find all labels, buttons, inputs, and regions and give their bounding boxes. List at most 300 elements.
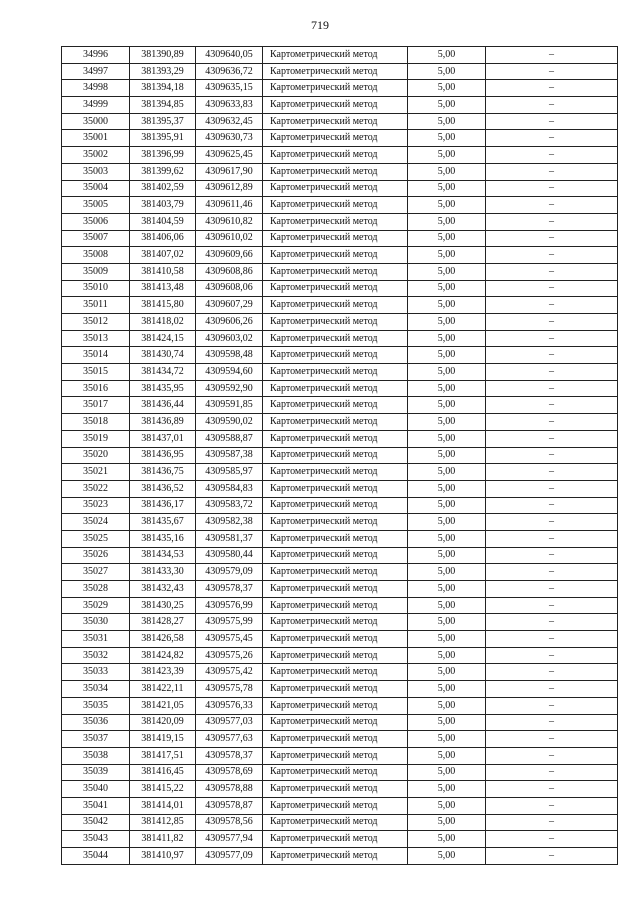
point-number-cell: 34999 [62, 97, 130, 114]
table-row [62, 314, 618, 331]
note-cell: – [486, 547, 618, 564]
point-number-cell: 35005 [62, 197, 130, 214]
table-row [62, 547, 618, 564]
point-number-cell: 35009 [62, 263, 130, 280]
y-coordinate-cell: 4309578,37 [196, 747, 263, 764]
accuracy-cell: 5,00 [408, 414, 486, 431]
note-cell: – [486, 347, 618, 364]
point-number-cell: 35017 [62, 397, 130, 414]
accuracy-cell: 5,00 [408, 514, 486, 531]
point-number-cell: 35040 [62, 781, 130, 798]
accuracy-cell: 5,00 [408, 263, 486, 280]
x-coordinate-cell: 381435,95 [130, 380, 196, 397]
accuracy-cell: 5,00 [408, 397, 486, 414]
point-number-cell: 35013 [62, 330, 130, 347]
method-cell: Картометрический метод [263, 547, 408, 564]
accuracy-cell: 5,00 [408, 647, 486, 664]
point-number-cell: 35042 [62, 814, 130, 831]
x-coordinate-cell: 381412,85 [130, 814, 196, 831]
y-coordinate-cell: 4309579,09 [196, 564, 263, 581]
note-cell: – [486, 230, 618, 247]
accuracy-cell: 5,00 [408, 364, 486, 381]
x-coordinate-cell: 381390,89 [130, 47, 196, 64]
method-cell: Картометрический метод [263, 113, 408, 130]
coordinates-table-body [62, 47, 618, 865]
point-number-cell: 35006 [62, 213, 130, 230]
point-number-cell: 35038 [62, 747, 130, 764]
x-coordinate-cell: 381393,29 [130, 63, 196, 80]
point-number-cell: 35016 [62, 380, 130, 397]
note-cell: – [486, 414, 618, 431]
x-coordinate-cell: 381436,75 [130, 464, 196, 481]
point-number-cell: 35003 [62, 163, 130, 180]
x-coordinate-cell: 381423,39 [130, 664, 196, 681]
note-cell: – [486, 213, 618, 230]
x-coordinate-cell: 381395,91 [130, 130, 196, 147]
x-coordinate-cell: 381404,59 [130, 213, 196, 230]
method-cell: Картометрический метод [263, 397, 408, 414]
x-coordinate-cell: 381394,85 [130, 97, 196, 114]
method-cell: Картометрический метод [263, 764, 408, 781]
accuracy-cell: 5,00 [408, 697, 486, 714]
method-cell: Картометрический метод [263, 848, 408, 865]
y-coordinate-cell: 4309578,88 [196, 781, 263, 798]
accuracy-cell: 5,00 [408, 197, 486, 214]
y-coordinate-cell: 4309612,89 [196, 180, 263, 197]
table-row [62, 714, 618, 731]
method-cell: Картометрический метод [263, 464, 408, 481]
method-cell: Картометрический метод [263, 514, 408, 531]
x-coordinate-cell: 381415,80 [130, 297, 196, 314]
note-cell: – [486, 514, 618, 531]
method-cell: Картометрический метод [263, 364, 408, 381]
x-coordinate-cell: 381430,74 [130, 347, 196, 364]
y-coordinate-cell: 4309592,90 [196, 380, 263, 397]
table-row [62, 380, 618, 397]
table-row [62, 614, 618, 631]
x-coordinate-cell: 381402,59 [130, 180, 196, 197]
y-coordinate-cell: 4309608,06 [196, 280, 263, 297]
method-cell: Картометрический метод [263, 314, 408, 331]
table-row [62, 330, 618, 347]
accuracy-cell: 5,00 [408, 714, 486, 731]
method-cell: Картометрический метод [263, 731, 408, 748]
y-coordinate-cell: 4309575,99 [196, 614, 263, 631]
y-coordinate-cell: 4309578,69 [196, 764, 263, 781]
y-coordinate-cell: 4309633,83 [196, 97, 263, 114]
method-cell: Картометрический метод [263, 581, 408, 598]
method-cell: Картометрический метод [263, 747, 408, 764]
method-cell: Картометрический метод [263, 697, 408, 714]
x-coordinate-cell: 381420,09 [130, 714, 196, 731]
x-coordinate-cell: 381395,37 [130, 113, 196, 130]
method-cell: Картометрический метод [263, 414, 408, 431]
note-cell: – [486, 297, 618, 314]
accuracy-cell: 5,00 [408, 614, 486, 631]
accuracy-cell: 5,00 [408, 430, 486, 447]
table-row [62, 147, 618, 164]
coordinates-table [61, 46, 618, 865]
note-cell: – [486, 430, 618, 447]
table-row [62, 797, 618, 814]
note-cell: – [486, 747, 618, 764]
x-coordinate-cell: 381426,58 [130, 631, 196, 648]
accuracy-cell: 5,00 [408, 97, 486, 114]
table-row [62, 113, 618, 130]
point-number-cell: 35024 [62, 514, 130, 531]
note-cell: – [486, 597, 618, 614]
table-row [62, 581, 618, 598]
y-coordinate-cell: 4309625,45 [196, 147, 263, 164]
accuracy-cell: 5,00 [408, 447, 486, 464]
point-number-cell: 34996 [62, 47, 130, 64]
table-row [62, 97, 618, 114]
method-cell: Картометрический метод [263, 614, 408, 631]
method-cell: Картометрический метод [263, 297, 408, 314]
x-coordinate-cell: 381411,82 [130, 831, 196, 848]
note-cell: – [486, 147, 618, 164]
x-coordinate-cell: 381403,79 [130, 197, 196, 214]
table-row [62, 414, 618, 431]
method-cell: Картометрический метод [263, 781, 408, 798]
y-coordinate-cell: 4309575,78 [196, 681, 263, 698]
note-cell: – [486, 197, 618, 214]
method-cell: Картометрический метод [263, 63, 408, 80]
y-coordinate-cell: 4309583,72 [196, 497, 263, 514]
method-cell: Картометрический метод [263, 163, 408, 180]
accuracy-cell: 5,00 [408, 47, 486, 64]
method-cell: Картометрический метод [263, 347, 408, 364]
point-number-cell: 35036 [62, 714, 130, 731]
note-cell: – [486, 647, 618, 664]
point-number-cell: 34998 [62, 80, 130, 97]
x-coordinate-cell: 381435,67 [130, 514, 196, 531]
y-coordinate-cell: 4309607,29 [196, 297, 263, 314]
accuracy-cell: 5,00 [408, 764, 486, 781]
x-coordinate-cell: 381414,01 [130, 797, 196, 814]
point-number-cell: 35044 [62, 848, 130, 865]
x-coordinate-cell: 381428,27 [130, 614, 196, 631]
x-coordinate-cell: 381421,05 [130, 697, 196, 714]
method-cell: Картометрический метод [263, 647, 408, 664]
note-cell: – [486, 464, 618, 481]
point-number-cell: 35026 [62, 547, 130, 564]
point-number-cell: 35039 [62, 764, 130, 781]
x-coordinate-cell: 381394,18 [130, 80, 196, 97]
table-row [62, 47, 618, 64]
point-number-cell: 35027 [62, 564, 130, 581]
y-coordinate-cell: 4309581,37 [196, 530, 263, 547]
note-cell: – [486, 797, 618, 814]
table-row [62, 230, 618, 247]
table-row [62, 764, 618, 781]
point-number-cell: 35025 [62, 530, 130, 547]
table-row [62, 497, 618, 514]
y-coordinate-cell: 4309578,56 [196, 814, 263, 831]
accuracy-cell: 5,00 [408, 80, 486, 97]
method-cell: Картометрический метод [263, 280, 408, 297]
table-row [62, 397, 618, 414]
accuracy-cell: 5,00 [408, 380, 486, 397]
note-cell: – [486, 130, 618, 147]
x-coordinate-cell: 381410,58 [130, 263, 196, 280]
x-coordinate-cell: 381433,30 [130, 564, 196, 581]
note-cell: – [486, 530, 618, 547]
table-row [62, 781, 618, 798]
x-coordinate-cell: 381436,44 [130, 397, 196, 414]
table-row [62, 681, 618, 698]
note-cell: – [486, 480, 618, 497]
point-number-cell: 35019 [62, 430, 130, 447]
method-cell: Картометрический метод [263, 564, 408, 581]
y-coordinate-cell: 4309582,38 [196, 514, 263, 531]
x-coordinate-cell: 381430,25 [130, 597, 196, 614]
point-number-cell: 35021 [62, 464, 130, 481]
point-number-cell: 35008 [62, 247, 130, 264]
y-coordinate-cell: 4309591,85 [196, 397, 263, 414]
accuracy-cell: 5,00 [408, 848, 486, 865]
note-cell: – [486, 247, 618, 264]
method-cell: Картометрический метод [263, 330, 408, 347]
table-row [62, 664, 618, 681]
x-coordinate-cell: 381416,45 [130, 764, 196, 781]
method-cell: Картометрический метод [263, 80, 408, 97]
point-number-cell: 35041 [62, 797, 130, 814]
note-cell: – [486, 664, 618, 681]
note-cell: – [486, 314, 618, 331]
y-coordinate-cell: 4309575,26 [196, 647, 263, 664]
note-cell: – [486, 731, 618, 748]
note-cell: – [486, 447, 618, 464]
y-coordinate-cell: 4309630,73 [196, 130, 263, 147]
method-cell: Картометрический метод [263, 430, 408, 447]
y-coordinate-cell: 4309606,26 [196, 314, 263, 331]
x-coordinate-cell: 381435,16 [130, 530, 196, 547]
table-row [62, 197, 618, 214]
method-cell: Картометрический метод [263, 631, 408, 648]
method-cell: Картометрический метод [263, 380, 408, 397]
table-row [62, 514, 618, 531]
y-coordinate-cell: 4309575,42 [196, 664, 263, 681]
point-number-cell: 35007 [62, 230, 130, 247]
table-row [62, 263, 618, 280]
point-number-cell: 35023 [62, 497, 130, 514]
y-coordinate-cell: 4309577,94 [196, 831, 263, 848]
table-row [62, 530, 618, 547]
accuracy-cell: 5,00 [408, 113, 486, 130]
y-coordinate-cell: 4309610,02 [196, 230, 263, 247]
point-number-cell: 35037 [62, 731, 130, 748]
accuracy-cell: 5,00 [408, 147, 486, 164]
y-coordinate-cell: 4309640,05 [196, 47, 263, 64]
table-row [62, 347, 618, 364]
point-number-cell: 35004 [62, 180, 130, 197]
note-cell: – [486, 180, 618, 197]
y-coordinate-cell: 4309632,45 [196, 113, 263, 130]
y-coordinate-cell: 4309577,09 [196, 848, 263, 865]
x-coordinate-cell: 381437,01 [130, 430, 196, 447]
accuracy-cell: 5,00 [408, 213, 486, 230]
y-coordinate-cell: 4309578,87 [196, 797, 263, 814]
y-coordinate-cell: 4309590,02 [196, 414, 263, 431]
method-cell: Картометрический метод [263, 497, 408, 514]
y-coordinate-cell: 4309617,90 [196, 163, 263, 180]
note-cell: – [486, 263, 618, 280]
y-coordinate-cell: 4309576,33 [196, 697, 263, 714]
point-number-cell: 35012 [62, 314, 130, 331]
table-row [62, 297, 618, 314]
point-number-cell: 35018 [62, 414, 130, 431]
y-coordinate-cell: 4309576,99 [196, 597, 263, 614]
table-row [62, 163, 618, 180]
y-coordinate-cell: 4309578,37 [196, 581, 263, 598]
accuracy-cell: 5,00 [408, 814, 486, 831]
point-number-cell: 35002 [62, 147, 130, 164]
note-cell: – [486, 330, 618, 347]
table-row [62, 464, 618, 481]
point-number-cell: 35032 [62, 647, 130, 664]
accuracy-cell: 5,00 [408, 797, 486, 814]
accuracy-cell: 5,00 [408, 280, 486, 297]
page-number: 719 [311, 18, 329, 32]
method-cell: Картометрический метод [263, 681, 408, 698]
note-cell: – [486, 113, 618, 130]
point-number-cell: 35011 [62, 297, 130, 314]
note-cell: – [486, 564, 618, 581]
table-row [62, 447, 618, 464]
x-coordinate-cell: 381434,53 [130, 547, 196, 564]
accuracy-cell: 5,00 [408, 480, 486, 497]
note-cell: – [486, 614, 618, 631]
y-coordinate-cell: 4309635,15 [196, 80, 263, 97]
point-number-cell: 34997 [62, 63, 130, 80]
y-coordinate-cell: 4309594,60 [196, 364, 263, 381]
y-coordinate-cell: 4309608,86 [196, 263, 263, 280]
accuracy-cell: 5,00 [408, 247, 486, 264]
x-coordinate-cell: 381413,48 [130, 280, 196, 297]
note-cell: – [486, 97, 618, 114]
table-row [62, 848, 618, 865]
point-number-cell: 35043 [62, 831, 130, 848]
method-cell: Картометрический метод [263, 814, 408, 831]
note-cell: – [486, 163, 618, 180]
method-cell: Картометрический метод [263, 147, 408, 164]
point-number-cell: 35033 [62, 664, 130, 681]
note-cell: – [486, 631, 618, 648]
accuracy-cell: 5,00 [408, 314, 486, 331]
method-cell: Картометрический метод [263, 480, 408, 497]
point-number-cell: 35020 [62, 447, 130, 464]
note-cell: – [486, 364, 618, 381]
accuracy-cell: 5,00 [408, 297, 486, 314]
note-cell: – [486, 497, 618, 514]
table-row [62, 130, 618, 147]
table-row [62, 180, 618, 197]
accuracy-cell: 5,00 [408, 664, 486, 681]
x-coordinate-cell: 381436,52 [130, 480, 196, 497]
method-cell: Картометрический метод [263, 664, 408, 681]
table-row [62, 747, 618, 764]
method-cell: Картометрический метод [263, 530, 408, 547]
method-cell: Картометрический метод [263, 714, 408, 731]
accuracy-cell: 5,00 [408, 581, 486, 598]
y-coordinate-cell: 4309598,48 [196, 347, 263, 364]
x-coordinate-cell: 381406,06 [130, 230, 196, 247]
note-cell: – [486, 831, 618, 848]
point-number-cell: 35015 [62, 364, 130, 381]
point-number-cell: 35031 [62, 631, 130, 648]
table-row [62, 697, 618, 714]
method-cell: Картометрический метод [263, 247, 408, 264]
y-coordinate-cell: 4309603,02 [196, 330, 263, 347]
y-coordinate-cell: 4309611,46 [196, 197, 263, 214]
method-cell: Картометрический метод [263, 197, 408, 214]
method-cell: Картометрический метод [263, 97, 408, 114]
table-row [62, 280, 618, 297]
accuracy-cell: 5,00 [408, 731, 486, 748]
method-cell: Картометрический метод [263, 597, 408, 614]
table-row [62, 731, 618, 748]
x-coordinate-cell: 381410,97 [130, 848, 196, 865]
accuracy-cell: 5,00 [408, 781, 486, 798]
method-cell: Картометрический метод [263, 447, 408, 464]
table-row [62, 364, 618, 381]
point-number-cell: 35029 [62, 597, 130, 614]
y-coordinate-cell: 4309636,72 [196, 63, 263, 80]
method-cell: Картометрический метод [263, 130, 408, 147]
accuracy-cell: 5,00 [408, 564, 486, 581]
table-row [62, 80, 618, 97]
x-coordinate-cell: 381417,51 [130, 747, 196, 764]
accuracy-cell: 5,00 [408, 464, 486, 481]
x-coordinate-cell: 381396,99 [130, 147, 196, 164]
y-coordinate-cell: 4309587,38 [196, 447, 263, 464]
y-coordinate-cell: 4309575,45 [196, 631, 263, 648]
y-coordinate-cell: 4309577,03 [196, 714, 263, 731]
note-cell: – [486, 63, 618, 80]
table-row [62, 430, 618, 447]
point-number-cell: 35001 [62, 130, 130, 147]
accuracy-cell: 5,00 [408, 63, 486, 80]
point-number-cell: 35022 [62, 480, 130, 497]
method-cell: Картометрический метод [263, 797, 408, 814]
y-coordinate-cell: 4309588,87 [196, 430, 263, 447]
x-coordinate-cell: 381407,02 [130, 247, 196, 264]
accuracy-cell: 5,00 [408, 831, 486, 848]
accuracy-cell: 5,00 [408, 347, 486, 364]
method-cell: Картометрический метод [263, 831, 408, 848]
y-coordinate-cell: 4309584,83 [196, 480, 263, 497]
y-coordinate-cell: 4309609,66 [196, 247, 263, 264]
point-number-cell: 35035 [62, 697, 130, 714]
x-coordinate-cell: 381436,17 [130, 497, 196, 514]
x-coordinate-cell: 381434,72 [130, 364, 196, 381]
note-cell: – [486, 47, 618, 64]
note-cell: – [486, 764, 618, 781]
note-cell: – [486, 380, 618, 397]
accuracy-cell: 5,00 [408, 163, 486, 180]
method-cell: Картометрический метод [263, 213, 408, 230]
note-cell: – [486, 714, 618, 731]
method-cell: Картометрический метод [263, 230, 408, 247]
x-coordinate-cell: 381436,95 [130, 447, 196, 464]
accuracy-cell: 5,00 [408, 180, 486, 197]
point-number-cell: 35000 [62, 113, 130, 130]
table-row [62, 63, 618, 80]
y-coordinate-cell: 4309577,63 [196, 731, 263, 748]
note-cell: – [486, 781, 618, 798]
y-coordinate-cell: 4309580,44 [196, 547, 263, 564]
